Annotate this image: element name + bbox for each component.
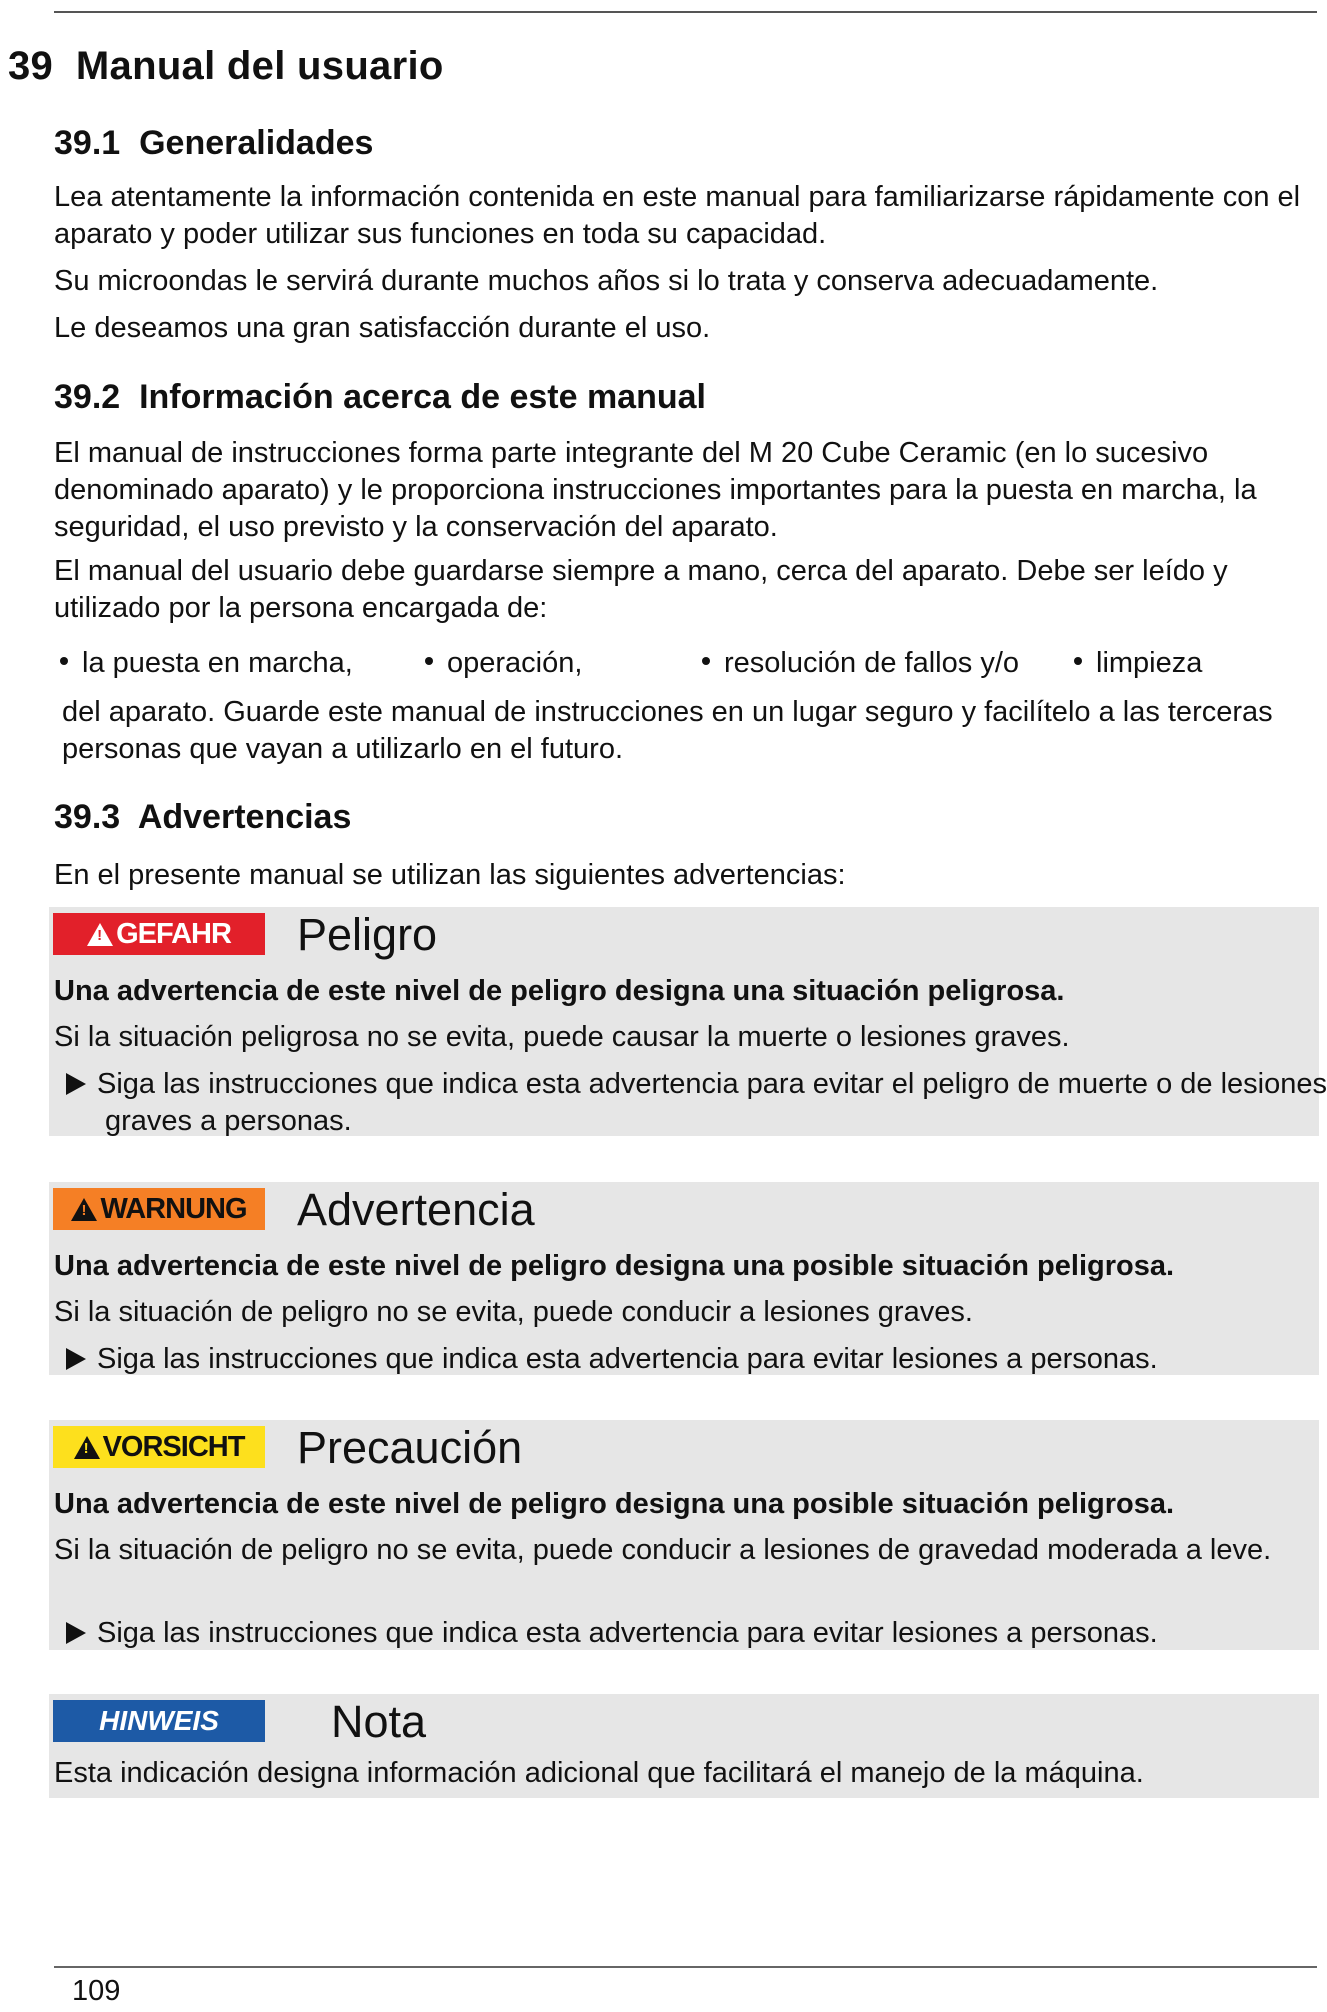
paragraph: del aparato. Guarde este manual de instrucciones en un lugar seguro y facilítelo a las terceras personas que vayan a utilizarlo en el futuro. — [62, 696, 1273, 765]
notice-text: Esta indicación designa información adicional que facilitará el manejo de la máquina. — [54, 1757, 1144, 1789]
warning-definition: Una advertencia de este nivel de peligro designa una posible situación peligrosa. — [54, 1488, 1175, 1520]
section-number: 39.2 — [54, 378, 121, 416]
section-title: Información acerca de este manual — [139, 378, 706, 416]
paragraph: El manual de instrucciones forma parte integrante del M 20 Cube Ceramic (en lo sucesivo denominado aparato) y le proporciona instrucciones importantes para la puesta en marcha, la seguridad, el uso previsto y la conservación del aparato. — [54, 437, 1257, 543]
section-heading-informacion — [54, 378, 706, 417]
warning-title: Peligro — [297, 909, 438, 960]
section-number: 39.3 — [54, 798, 121, 836]
caution-badge: ! VORSICHT — [53, 1426, 265, 1468]
bottom-rule — [54, 1966, 1317, 1968]
bullet-dot-icon — [60, 657, 68, 665]
warning-triangle-icon — [71, 1198, 97, 1221]
chapter-title-text: Manual del usuario — [75, 44, 444, 88]
section-title: Advertencias — [137, 798, 352, 836]
warning-action: Siga las instrucciones que indica esta advertencia para evitar lesiones a personas. — [55, 1615, 1327, 1652]
warning-definition: Una advertencia de este nivel de peligro designa una posible situación peligrosa. — [54, 1250, 1175, 1282]
arrow-right-icon — [66, 1348, 86, 1370]
warning-box-caution — [49, 1420, 1319, 1650]
warning-consequence: Si la situación de peligro no se evita, puede conducir a lesiones de gravedad moderada a leve. — [54, 1534, 1272, 1566]
warning-badge: ! WARNUNG — [53, 1188, 265, 1230]
arrow-right-icon — [66, 1622, 86, 1644]
paragraph: Lea atentamente la información contenida en este manual para familiarizarse rápidamente con el aparato y poder utilizar sus funciones en toda su capacidad. — [54, 181, 1301, 250]
warning-title: Precaución — [297, 1422, 523, 1473]
notice-badge: HINWEIS — [53, 1700, 265, 1742]
section-heading-generalidades — [54, 124, 373, 163]
warning-title: Advertencia — [297, 1184, 535, 1235]
paragraph: En el presente manual se utilizan las siguientes advertencias: — [54, 859, 846, 891]
top-rule — [54, 11, 1317, 13]
section-number: 39.1 — [54, 124, 121, 162]
list-item: limpieza — [1074, 645, 1202, 682]
bullet-dot-icon — [1074, 657, 1082, 665]
list-item: operación, — [425, 645, 582, 682]
warning-box-danger — [49, 907, 1327, 1137]
section-title: Generalidades — [139, 124, 374, 162]
danger-badge: ! GEFAHR — [53, 913, 265, 955]
warning-action: Siga las instrucciones que indica esta advertencia para evitar lesiones a personas. — [55, 1341, 1327, 1378]
paragraph: Su microondas le servirá durante muchos años si lo trata y conserva adecuadamente. — [54, 265, 1159, 297]
warning-consequence: Si la situación de peligro no se evita, puede conducir a lesiones graves. — [54, 1296, 973, 1328]
task-bullet-list — [60, 645, 1310, 685]
warning-consequence: Si la situación peligrosa no se evita, puede causar la muerte o lesiones graves. — [54, 1021, 1070, 1053]
warning-box-notice — [49, 1694, 1319, 1798]
warning-action: Siga las instrucciones que indica esta advertencia para evitar el peligro de muerte o de lesiones graves a personas. — [55, 1066, 1327, 1140]
arrow-right-icon — [66, 1073, 86, 1095]
section-heading-advertencias — [54, 798, 351, 837]
list-item: la puesta en marcha, — [60, 645, 353, 682]
warning-triangle-icon — [87, 923, 113, 946]
paragraph: Le deseamos una gran satisfacción durante el uso. — [54, 312, 711, 344]
chapter-title — [8, 44, 444, 89]
chapter-number: 39 — [8, 44, 54, 88]
warning-triangle-icon — [74, 1436, 100, 1459]
list-item: resolución de fallos y/o — [702, 645, 1019, 682]
paragraph: El manual del usuario debe guardarse siempre a mano, cerca del aparato. Debe ser leído y utilizado por la persona encargada de: — [54, 555, 1228, 624]
page-number: 109 — [72, 1975, 121, 2007]
warning-title: Nota — [331, 1696, 427, 1747]
warning-box-warning — [49, 1182, 1319, 1375]
warning-definition: Una advertencia de este nivel de peligro designa una situación peligrosa. — [54, 975, 1065, 1007]
bullet-dot-icon — [702, 657, 710, 665]
bullet-dot-icon — [425, 657, 433, 665]
